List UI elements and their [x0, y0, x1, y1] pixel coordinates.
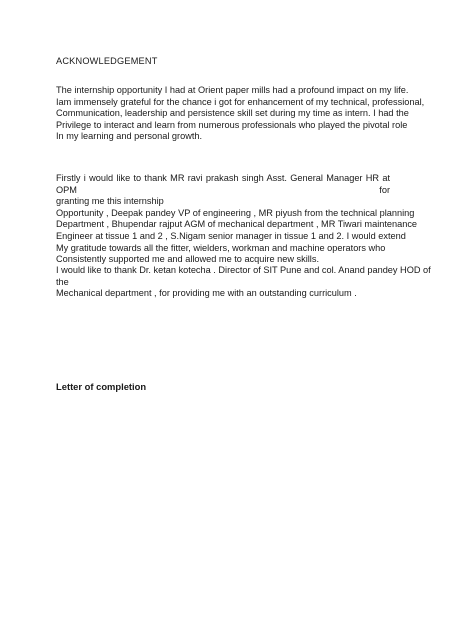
paragraph-thanks-faculty: [56, 265, 431, 300]
paragraph-thanks-staff: [56, 173, 417, 266]
paragraph-line: Communication, leadership and persistence skill set during my time as intern. I had the: [56, 108, 409, 119]
paragraph-line: granting me this internship: [56, 196, 164, 207]
paragraph-line: In my learning and personal growth.: [56, 131, 203, 142]
paragraph-line: My gratitude towards all the fitter, wielders, workman and machine operators who: [56, 242, 386, 253]
paragraph-internship-impact: [56, 85, 424, 143]
paragraph-line: Department , Bhupendar rajput AGM of mechanical department , MR Tiwari maintenance: [56, 219, 418, 230]
paragraph-line: Firstly i would like to thank MR ravi prakash singh Asst. General Manager HR at OPM for: [56, 173, 390, 195]
paragraph-line: Engineer at tissue 1 and 2 , S.Nigam senior manager in tissue 1 and 2. I would extend: [56, 230, 406, 241]
paragraph-line: I would like to thank Dr. ketan kotecha . Director of SIT Pune and col. Anand pandey HOD of: [56, 265, 431, 275]
paragraph-line: Consistently supported me and allowed me to acquire new skills.: [56, 254, 319, 265]
paragraph-line: Iam immensely grateful for the chance i got for enhancement of my technical, professional,: [56, 96, 425, 107]
paragraph-line: Opportunity , Deepak pandey VP of engineering , MR piyush from the technical planning: [56, 207, 415, 218]
paragraph-line: The internship opportunity I had at Orient paper mills had a profound impact on my life.: [56, 85, 409, 95]
paragraph-line: Privilege to interact and learn from numerous professionals who played the pivotal role: [56, 119, 408, 130]
document-heading: ACKNOWLEDGEMENT: [56, 56, 158, 66]
paragraph-line: the: [56, 276, 69, 287]
paragraph-line: Mechanical department , for providing me with an outstanding curriculum .: [56, 288, 357, 299]
section-title-letter-of-completion: Letter of completion: [56, 381, 147, 392]
